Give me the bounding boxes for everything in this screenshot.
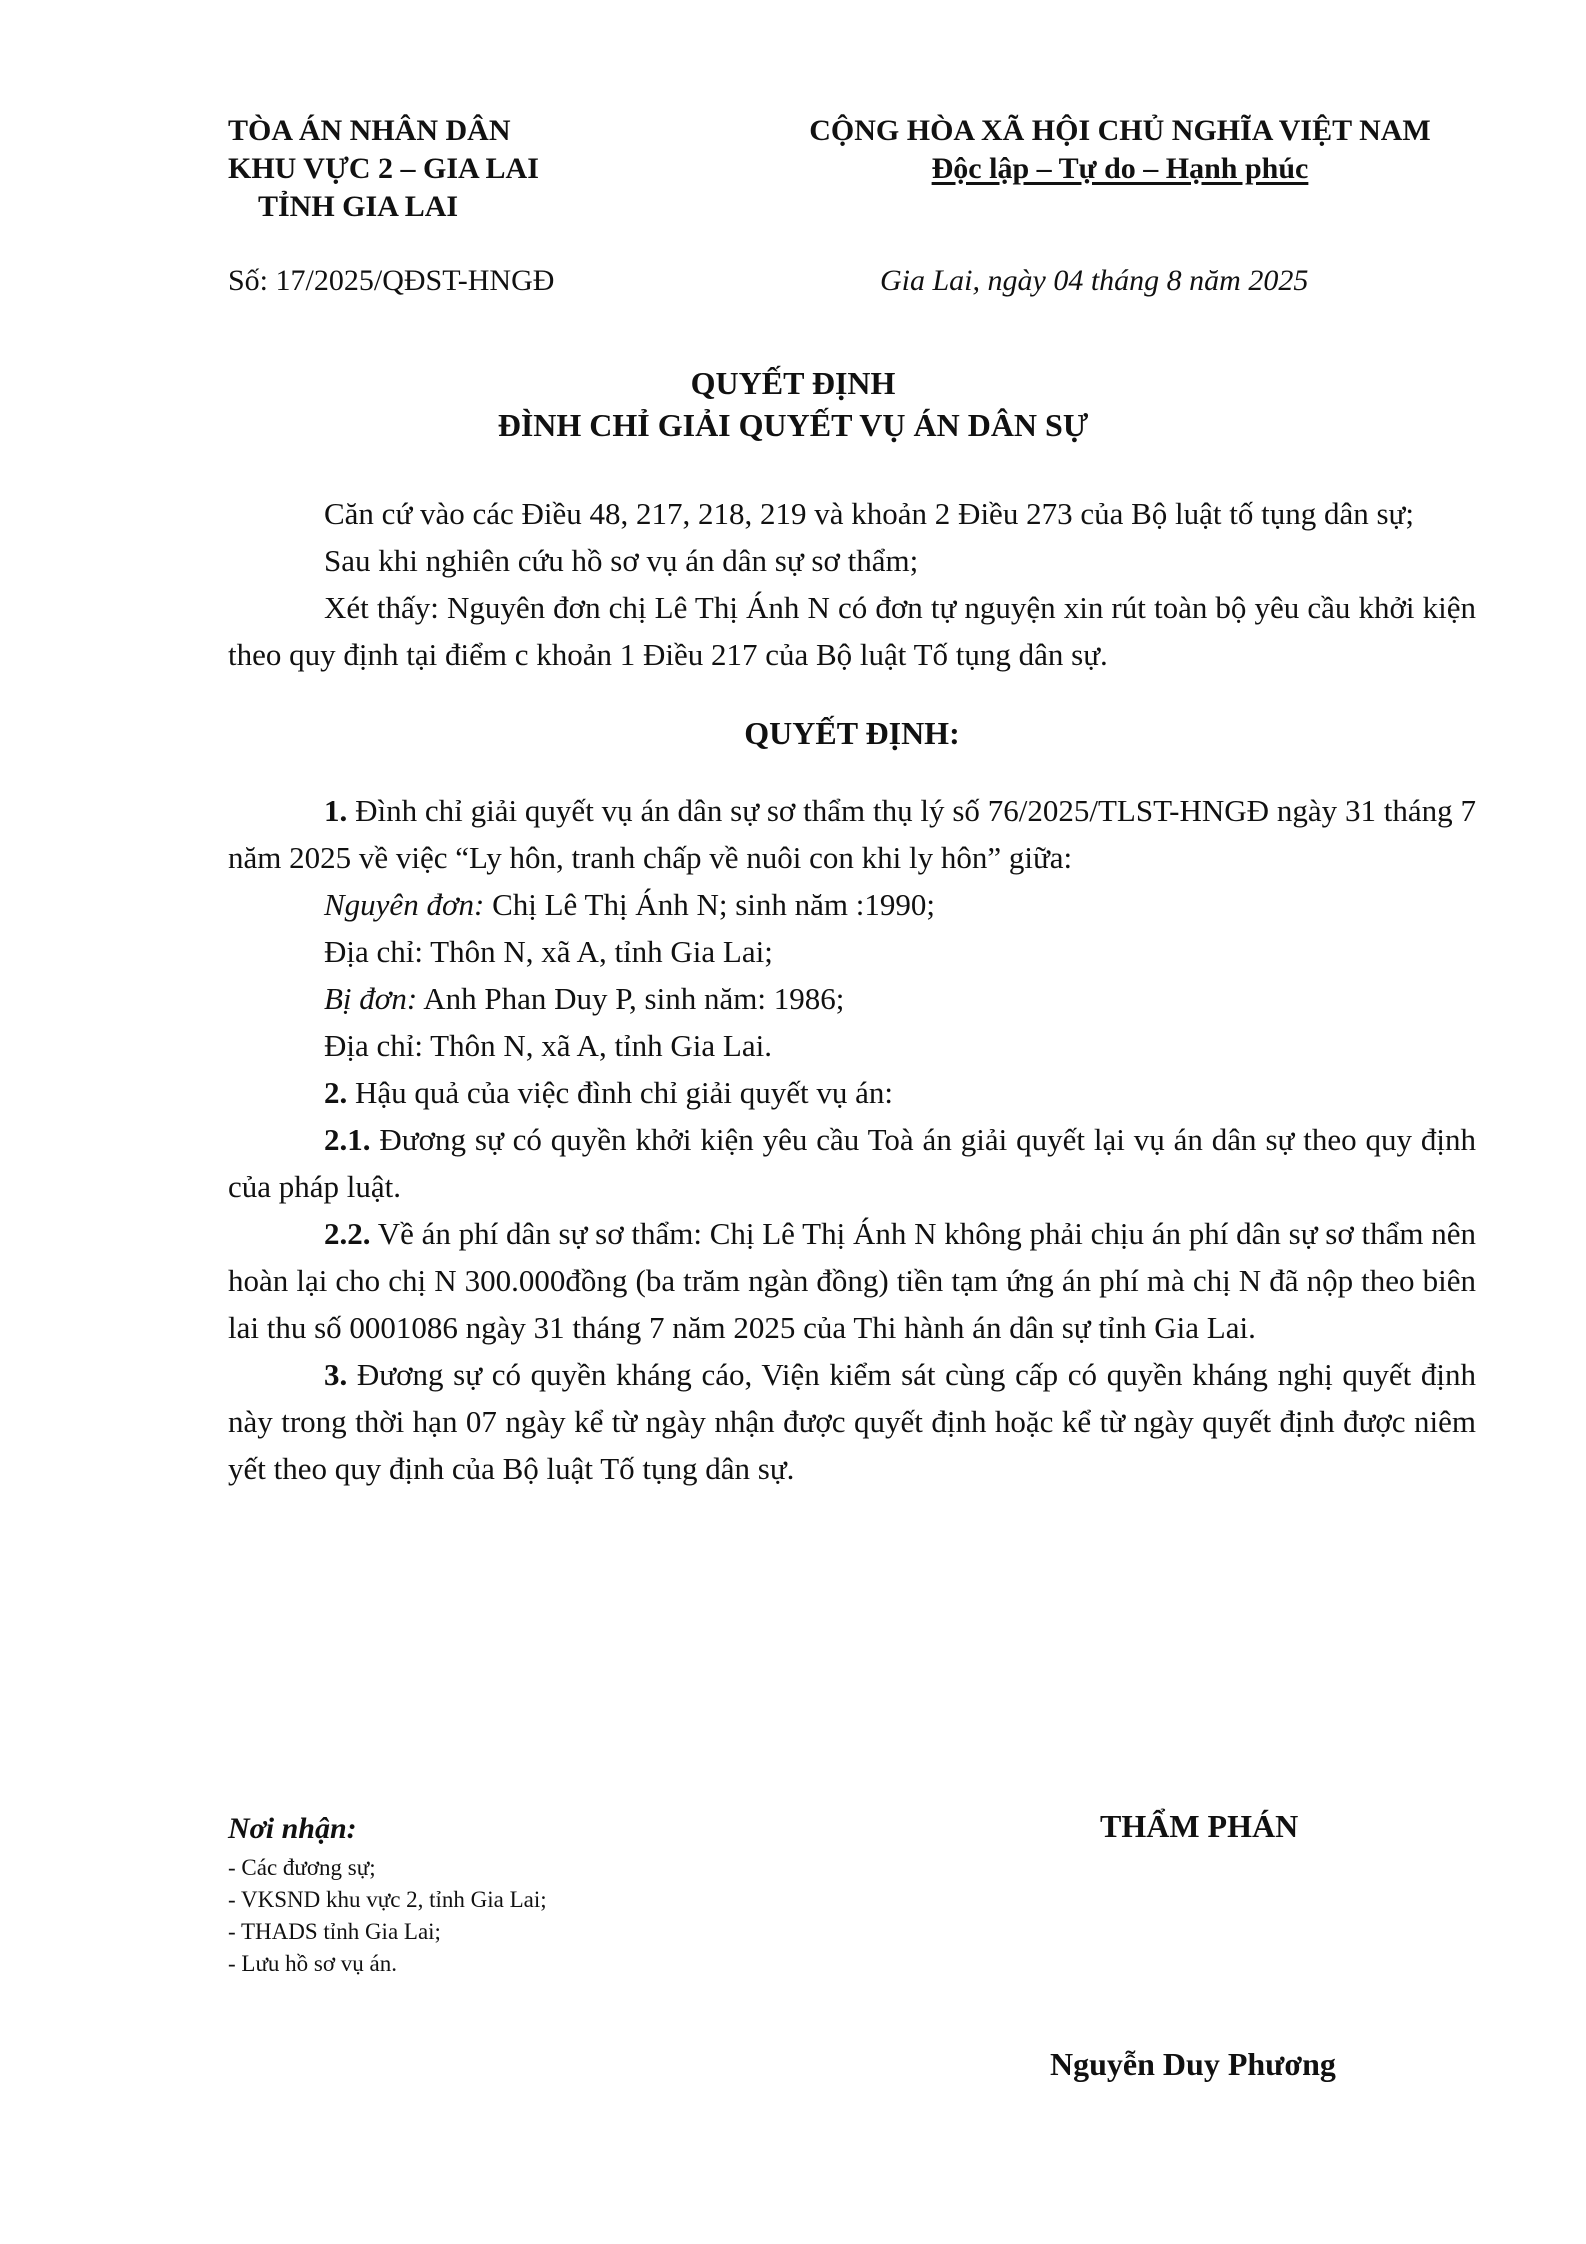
item-text: Đình chỉ giải quyết vụ án dân sự sơ thẩm thụ lý số 76/2025/TLST-HNGĐ ngày 31 tháng 7 năm 2025 về việc “Ly hôn, tranh chấp về nuôi con khi ly hôn” giữa: — [228, 793, 1476, 875]
defendant-address: Địa chỉ: Thôn N, xã A, tỉnh Gia Lai. — [324, 1028, 772, 1063]
plaintiff-address: Địa chỉ: Thôn N, xã A, tỉnh Gia Lai; — [324, 934, 773, 969]
decision-item-3 — [228, 1351, 1476, 1492]
item-number: 3. — [324, 1357, 348, 1392]
preamble-finding: Xét thấy: Nguyên đơn chị Lê Thị Ánh N có đơn tự nguyện xin rút toàn bộ yêu cầu khởi kiện theo quy định tại điểm c khoản 1 Điều 217 của Bộ luật Tố tụng dân sự. — [228, 590, 1476, 672]
title-line1: QUYẾT ĐỊNH — [690, 365, 896, 401]
item-text: Về án phí dân sự sơ thẩm: Chị Lê Thị Ánh N không phải chịu án phí dân sự sơ thẩm nên hoàn lại cho chị N 300.000đồng (ba trăm ngàn đồng) tiền tạm ứng án phí mà chị N đã nộp theo biên lai thu số 0001086 ngày 31 tháng 7 năm 2025 của Thi hành án dân sự tỉnh Gia Lai. — [228, 1216, 1476, 1345]
decision-item-1 — [228, 787, 1476, 881]
place-date: Gia Lai, ngày 04 tháng 8 năm 2025 — [880, 264, 1309, 297]
item-number: 1. — [324, 793, 348, 828]
court-name-line1: TÒA ÁN NHÂN DÂN — [228, 114, 511, 147]
plaintiff-label: Nguyên đơn: — [324, 887, 485, 922]
decision-item-2-1 — [228, 1116, 1476, 1210]
title-line2: ĐÌNH CHỈ GIẢI QUYẾT VỤ ÁN DÂN SỰ — [497, 407, 1089, 443]
recipient-item: - THADS tỉnh Gia Lai; — [228, 1919, 441, 1944]
recipients-block — [228, 1812, 547, 1980]
court-name-line3: TỈNH GIA LAI — [258, 190, 459, 223]
national-motto: Độc lập – Tự do – Hạnh phúc — [931, 152, 1309, 185]
item-number: 2. — [324, 1075, 348, 1110]
plaintiff-line — [228, 881, 1476, 928]
signer-role: THẨM PHÁN — [1100, 1808, 1299, 1844]
recipients-label: Nơi nhận: — [228, 1812, 357, 1845]
decision-item-2 — [228, 1069, 1476, 1116]
document-body — [228, 490, 1476, 1492]
preamble-review: Sau khi nghiên cứu hồ sơ vụ án dân sự sơ thẩm; — [324, 543, 919, 578]
recipient-item: - Lưu hồ sơ vụ án. — [228, 1951, 397, 1976]
defendant-line — [228, 975, 1476, 1022]
decision-heading: QUYẾT ĐỊNH: — [744, 715, 960, 751]
recipient-item: - Các đương sự; — [228, 1855, 376, 1880]
plaintiff-info: Chị Lê Thị Ánh N; sinh năm :1990; — [484, 887, 935, 922]
nation-name: CỘNG HÒA XÃ HỘI CHỦ NGHĨA VIỆT NAM — [809, 114, 1431, 147]
item-number: 2.1. — [324, 1122, 371, 1157]
court-header — [228, 112, 539, 226]
defendant-info: Anh Phan Duy P, sinh năm: 1986; — [417, 981, 845, 1016]
national-header — [740, 112, 1500, 188]
signer-name: Nguyễn Duy Phương — [1050, 2046, 1336, 2082]
preamble-legal-basis: Căn cứ vào các Điều 48, 217, 218, 219 và khoản 2 Điều 273 của Bộ luật tố tụng dân sự; — [324, 496, 1414, 531]
recipient-item: - VKSND khu vực 2, tỉnh Gia Lai; — [228, 1887, 547, 1912]
decision-number: Số: 17/2025/QĐST-HNGĐ — [228, 264, 555, 297]
court-name-line2: KHU VỰC 2 – GIA LAI — [228, 152, 539, 185]
item-text: Đương sự có quyền khởi kiện yêu cầu Toà án giải quyết lại vụ án dân sự theo quy định của pháp luật. — [228, 1122, 1476, 1204]
document-title — [0, 362, 1586, 446]
defendant-label: Bị đơn: — [324, 981, 418, 1016]
item-text: Đương sự có quyền kháng cáo, Viện kiểm sát cùng cấp có quyền kháng nghị quyết định này trong thời hạn 07 ngày kể từ ngày nhận được quyết định hoặc kể từ ngày quyết định được niêm yết theo quy định của Bộ luật Tố tụng dân sự. — [228, 1357, 1476, 1486]
item-number: 2.2. — [324, 1216, 371, 1251]
decision-item-2-2 — [228, 1210, 1476, 1351]
item-text: Hậu quả của việc đình chỉ giải quyết vụ án: — [347, 1075, 894, 1110]
